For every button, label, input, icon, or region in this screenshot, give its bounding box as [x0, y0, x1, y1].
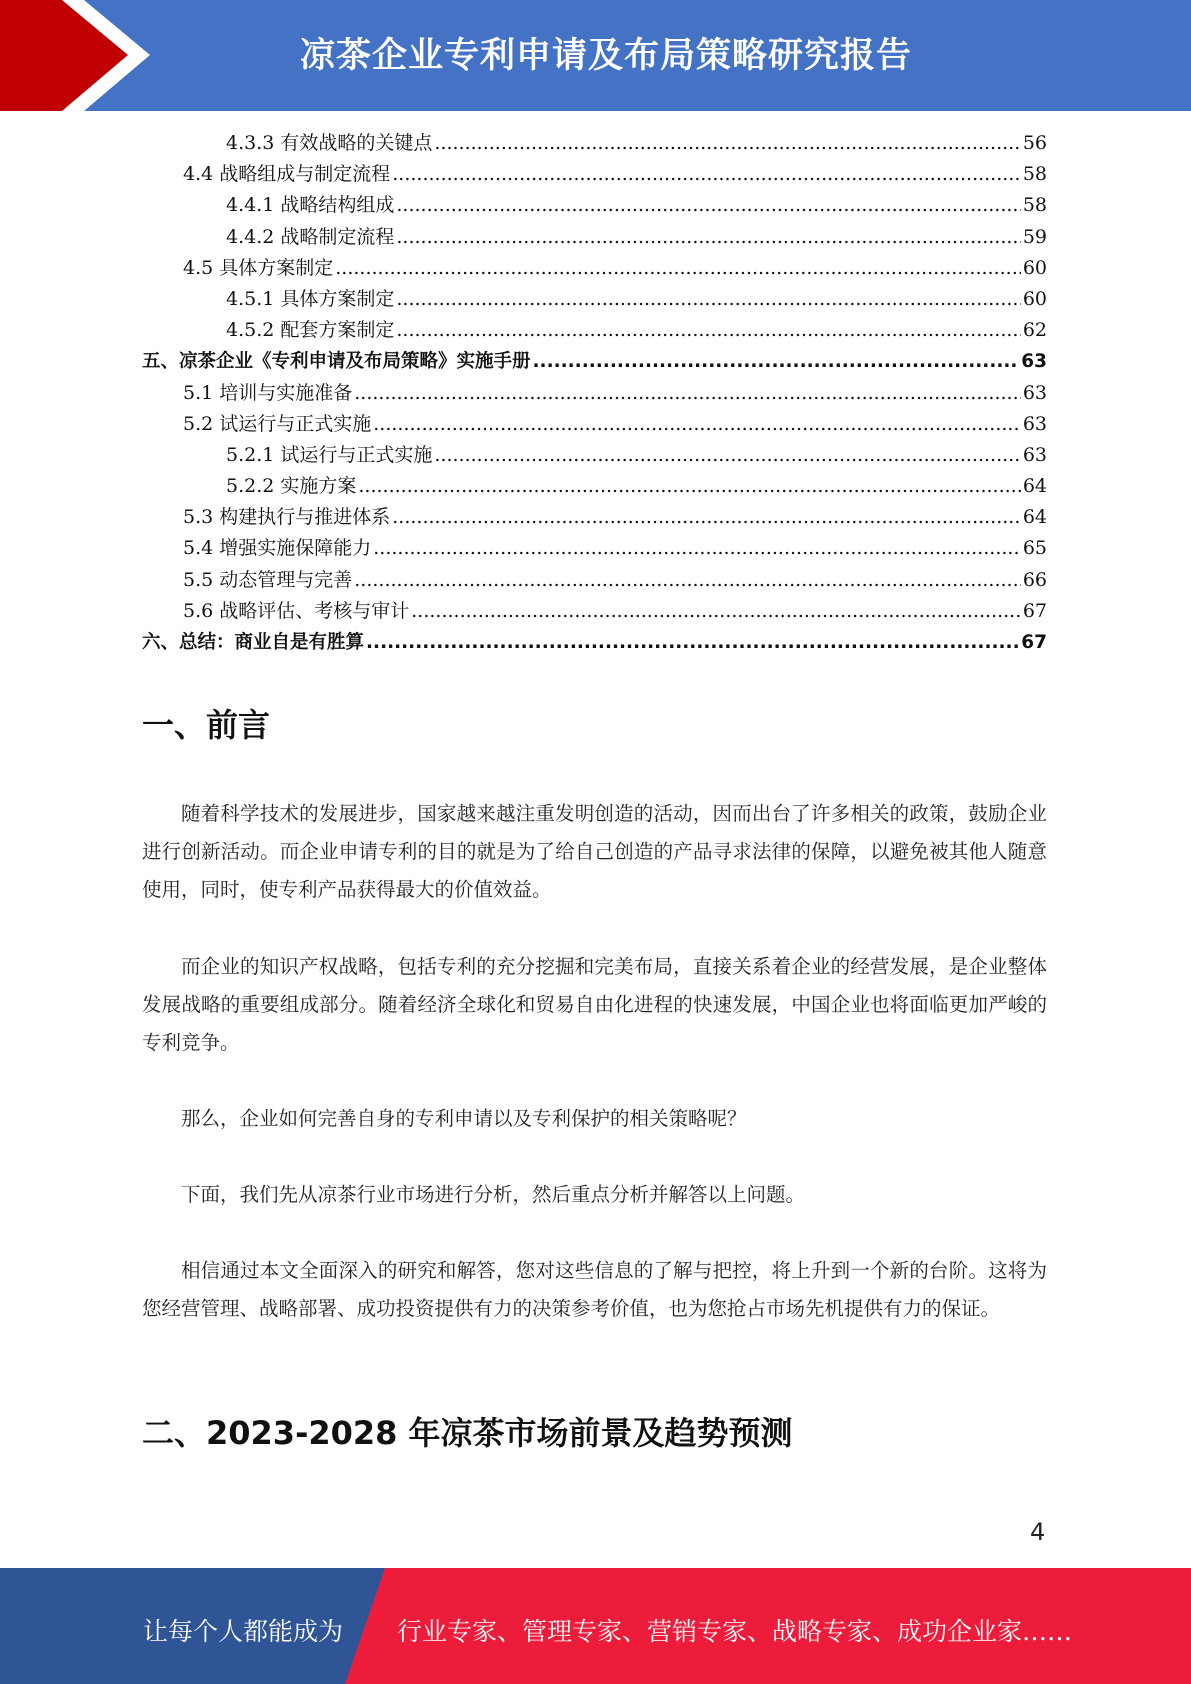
toc-leader-dots: [366, 627, 1019, 658]
toc-leader-dots: [354, 378, 1021, 409]
toc-entry[interactable]: [142, 284, 1047, 315]
toc-leader-dots: [533, 346, 1020, 377]
preface-paragraph-5: 相信通过本文全面深入的研究和解答，您对这些信息的了解与把控，将上升到一个新的台阶。这将为您经营管理、战略部署、成功投资提供有力的决策参考价值，也为您抢占市场先机提供有力的保证。: [142, 1259, 1047, 1320]
toc-entry-label: 六、总结：商业自是有胜算: [142, 632, 365, 653]
market-forecast-heading: 二、2023-2028 年凉茶市场前景及趋势预测: [142, 1414, 793, 1452]
table-of-contents: [142, 128, 1047, 658]
toc-leader-dots: [396, 284, 1020, 315]
page-footer: [0, 1568, 1191, 1684]
toc-entry-label: 5.6 战略评估、考核与审计: [183, 599, 410, 622]
preface-heading: 一、前言: [142, 706, 271, 744]
toc-entry-label: 4.4.1 战略结构组成: [226, 194, 395, 217]
toc-entry-page: 63: [1022, 381, 1047, 404]
toc-entry[interactable]: [142, 565, 1047, 596]
toc-leader-dots: [396, 190, 1020, 221]
toc-leader-dots: [373, 409, 1021, 440]
toc-entry-page: 65: [1022, 537, 1047, 560]
toc-entry-label: 五、凉茶企业《专利申请及布局策略》实施手册: [142, 351, 531, 373]
toc-entry-page: 62: [1022, 319, 1047, 342]
toc-entry-page: 58: [1022, 163, 1047, 186]
toc-entry[interactable]: [142, 222, 1047, 253]
toc-leader-dots: [354, 565, 1021, 596]
report-title: 凉茶企业专利申请及布局策略研究报告: [300, 36, 913, 76]
toc-entry[interactable]: [142, 159, 1047, 190]
toc-leader-dots: [434, 440, 1020, 471]
page-number: 4: [1030, 1518, 1046, 1546]
toc-entry[interactable]: [142, 409, 1047, 440]
toc-leader-dots: [373, 533, 1021, 564]
toc-leader-dots: [396, 315, 1020, 346]
toc-entry[interactable]: [142, 533, 1047, 564]
toc-entry[interactable]: [142, 502, 1047, 533]
toc-entry-label: 5.5 动态管理与完善: [183, 568, 353, 591]
toc-entry-page: 64: [1022, 506, 1047, 529]
toc-entry-page: 60: [1022, 287, 1047, 310]
toc-entry-label: 4.4.2 战略制定流程: [226, 225, 395, 248]
toc-entry-label: 5.3 构建执行与推进体系: [183, 506, 391, 529]
header-chevron-graphic: [0, 0, 160, 111]
footer-slogan-right: 行业专家、管理专家、营销专家、战略专家、成功企业家……: [397, 1617, 1073, 1646]
toc-entry-page: 60: [1022, 256, 1047, 279]
preface-paragraph-4: 下面，我们先从凉茶行业市场进行分析，然后重点分析并解答以上问题。: [181, 1183, 806, 1206]
page-header: [0, 0, 1191, 111]
toc-entry-label: 5.4 增强实施保障能力: [183, 537, 372, 560]
toc-entry-page: 63: [1021, 351, 1047, 373]
toc-entry[interactable]: [142, 596, 1047, 627]
toc-entry[interactable]: [142, 253, 1047, 284]
toc-entry-page: 59: [1022, 225, 1047, 248]
toc-leader-dots: [434, 128, 1020, 159]
toc-leader-dots: [358, 471, 1020, 502]
toc-entry-page: 56: [1022, 132, 1047, 154]
toc-entry[interactable]: [142, 128, 1047, 159]
toc-entry-page: 66: [1022, 568, 1047, 591]
toc-entry-page: 58: [1022, 194, 1047, 217]
toc-entry-label: 4.3.3 有效战略的关键点: [226, 132, 433, 154]
toc-entry-page: 67: [1021, 632, 1047, 653]
toc-entry-page: 67: [1022, 599, 1047, 622]
toc-entry-page: 64: [1022, 475, 1047, 498]
toc-entry-label: 4.5 具体方案制定: [183, 256, 334, 279]
preface-paragraph-2: 而企业的知识产权战略，包括专利的充分挖掘和完美布局，直接关系着企业的经营发展，是企业整体发展战略的重要组成部分。随着经济全球化和贸易自由化进程的快速发展，中国企业也将面临更加严峻的专利竞争。: [142, 955, 1047, 1054]
toc-entry-page: 63: [1022, 412, 1047, 435]
toc-entry[interactable]: [142, 378, 1047, 409]
toc-entry[interactable]: [142, 627, 1047, 658]
toc-leader-dots: [335, 253, 1021, 284]
toc-entry-label: 4.5.1 具体方案制定: [226, 287, 395, 310]
toc-entry-label: 5.2 试运行与正式实施: [183, 412, 372, 435]
toc-entry-label: 4.4 战略组成与制定流程: [183, 163, 391, 186]
toc-leader-dots: [392, 159, 1021, 190]
toc-leader-dots: [392, 502, 1021, 533]
toc-entry[interactable]: [142, 346, 1047, 377]
toc-entry-label: 5.2.1 试运行与正式实施: [226, 443, 433, 466]
toc-entry-label: 5.2.2 实施方案: [226, 475, 357, 498]
toc-entry-label: 4.5.2 配套方案制定: [226, 319, 395, 342]
toc-leader-dots: [411, 596, 1021, 627]
preface-paragraph-3: 那么，企业如何完善自身的专利申请以及专利保护的相关策略呢？: [181, 1107, 747, 1130]
toc-entry[interactable]: [142, 315, 1047, 346]
toc-entry-page: 63: [1022, 443, 1047, 466]
footer-slogan-left: 让每个人都能成为: [143, 1617, 344, 1646]
toc-entry-label: 5.1 培训与实施准备: [183, 381, 353, 404]
toc-entry[interactable]: [142, 440, 1047, 471]
preface-paragraph-1: 随着科学技术的发展进步，国家越来越注重发明创造的活动，因而出台了许多相关的政策，鼓励企业进行创新活动。而企业申请专利的目的就是为了给自己创造的产品寻求法律的保障，以避免被其他人随意使用，同时，使专利产品获得最大的价值效益。: [142, 802, 1047, 901]
toc-entry[interactable]: [142, 190, 1047, 221]
toc-leader-dots: [396, 222, 1020, 253]
toc-entry[interactable]: [142, 471, 1047, 502]
